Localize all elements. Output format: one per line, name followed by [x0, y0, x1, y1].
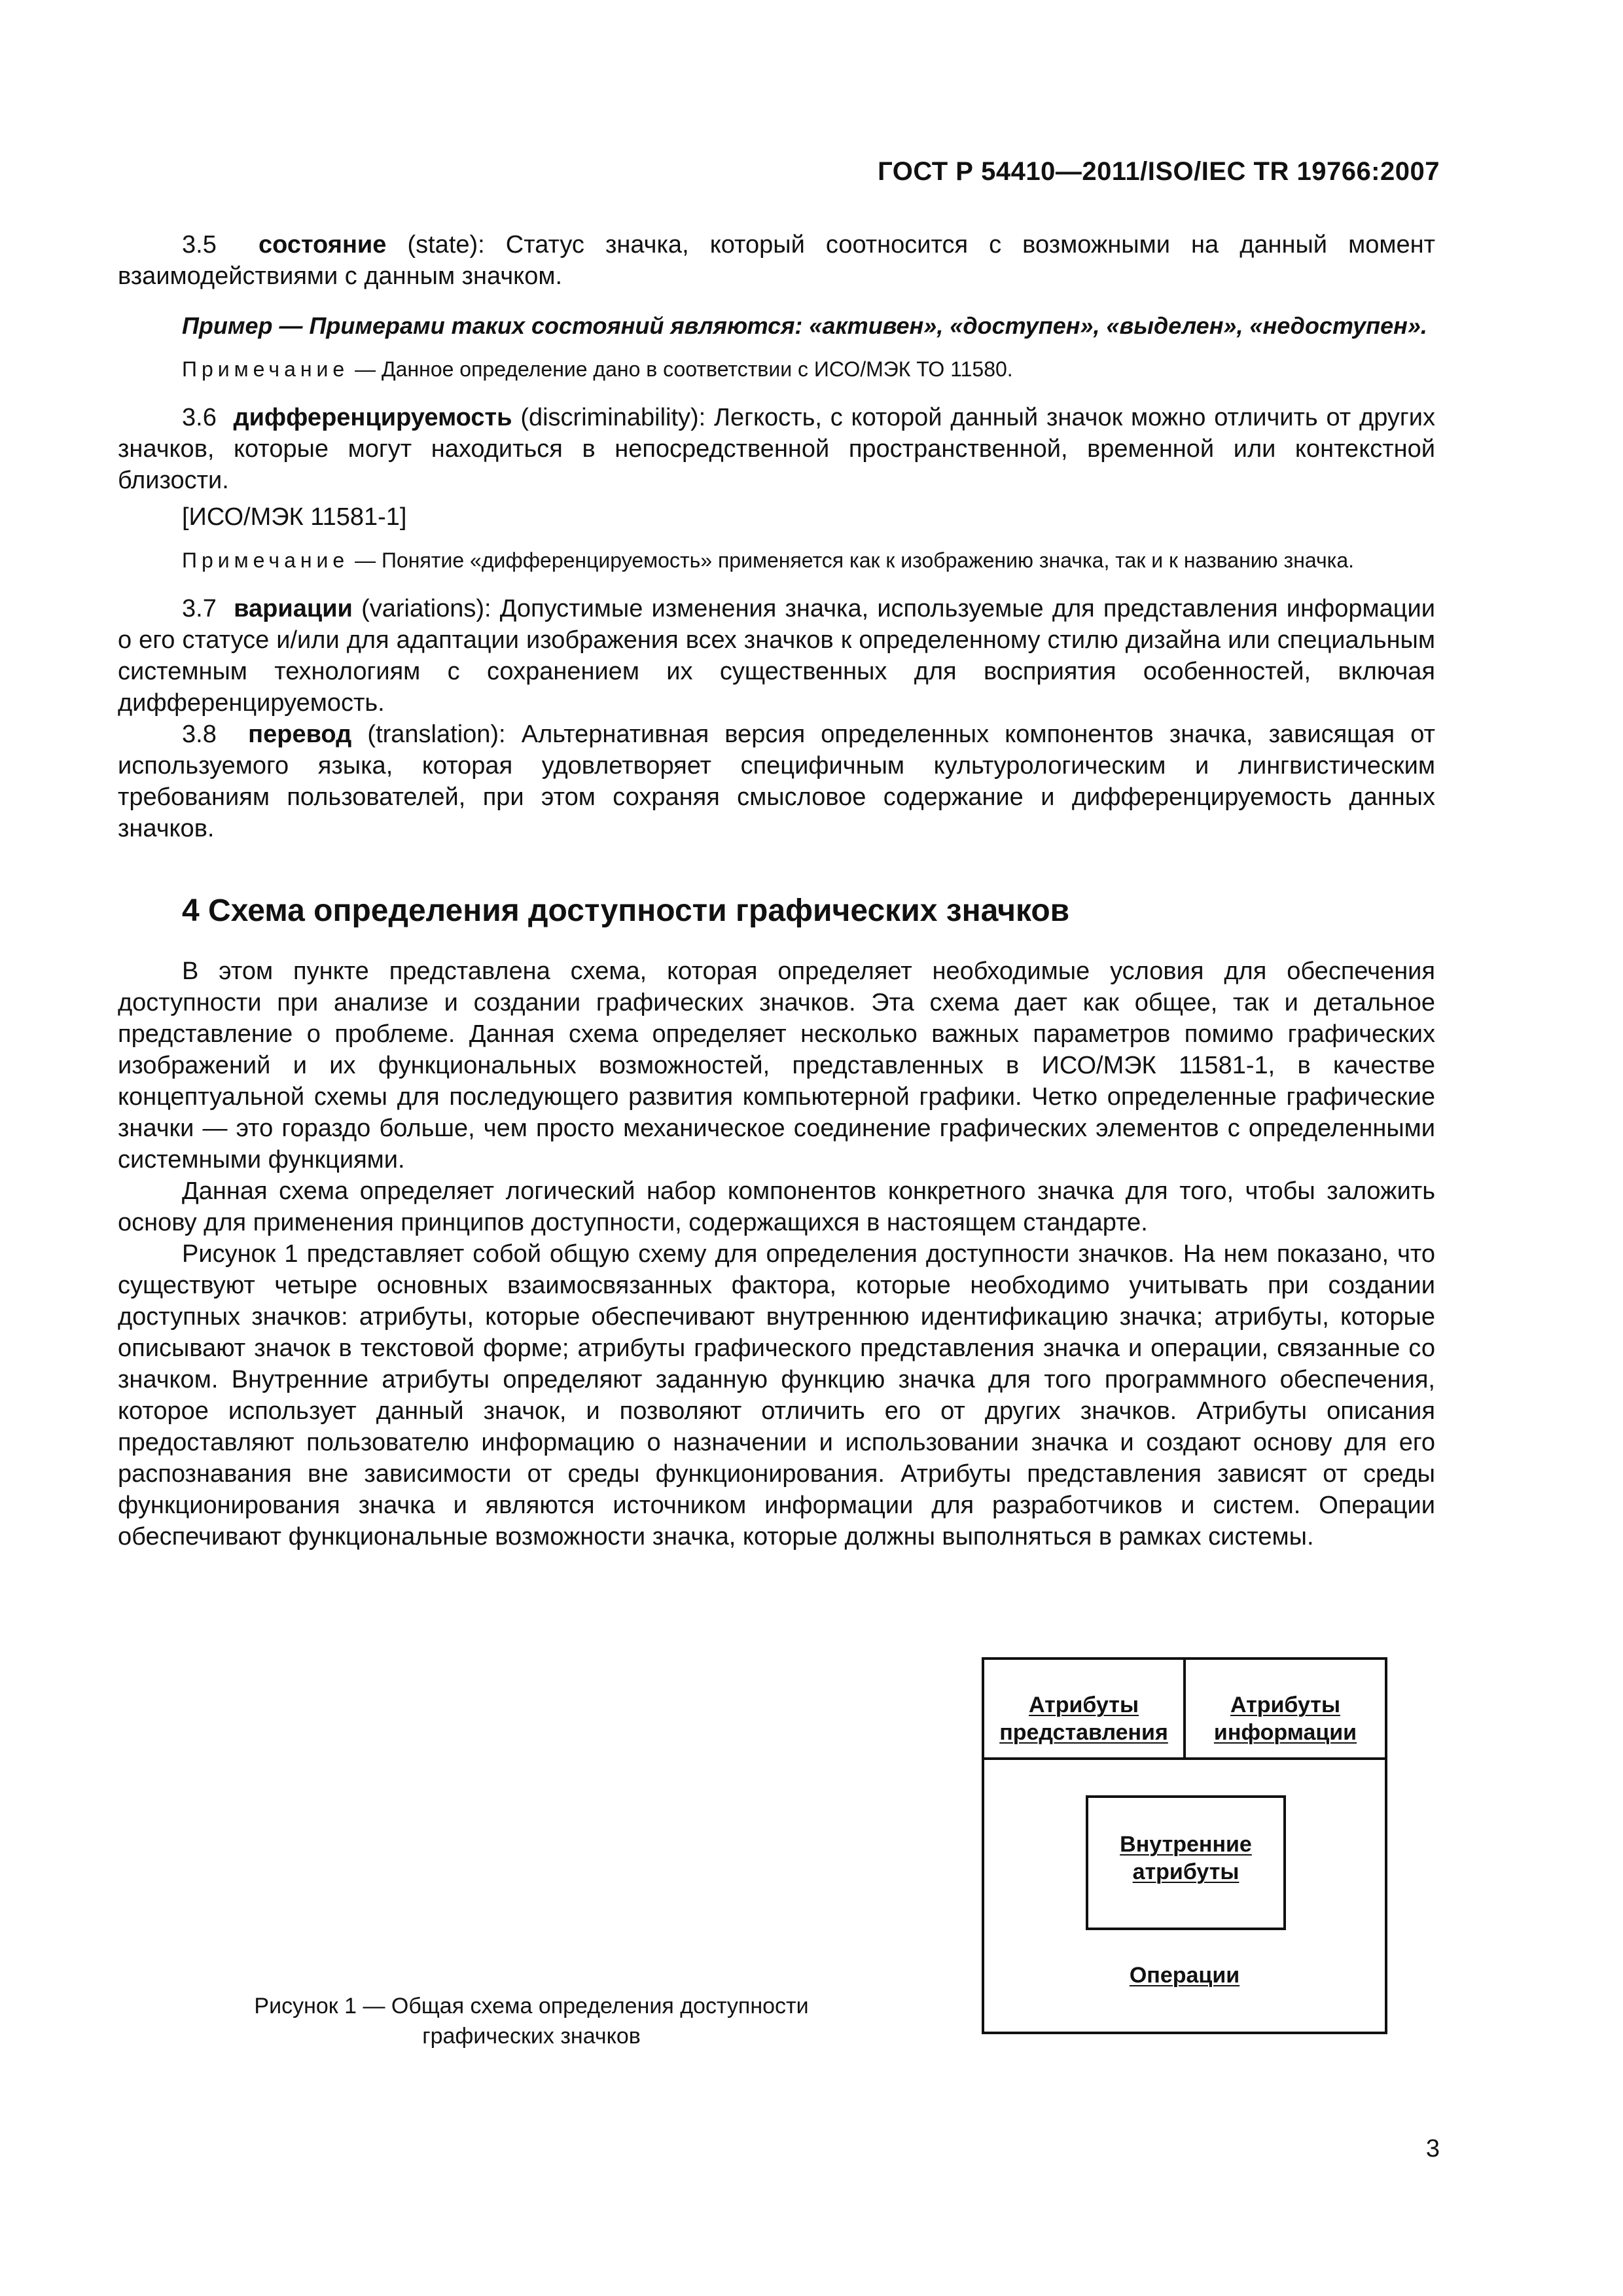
term: дифференцируемость — [233, 404, 512, 431]
label-line: Операции — [1129, 1963, 1240, 1988]
definition-text: (variations): Допустимые изменения значка, используемые для представления информации о его статусе и/или для адаптации изображения всех значков к определенному стилю дизайна или специальным системным технологиям с сохранением их существенных для восприятия особенностей, включая дифференцируемость. — [118, 595, 1435, 717]
label-line: атрибуты — [1132, 1859, 1240, 1884]
reference-3-6: [ИСО/МЭК 11581-1] — [182, 503, 407, 531]
divider-horizontal — [984, 1757, 1385, 1760]
definition-text: (state): Статус значка, который соотносится с возможными на данный момент взаимодействиями с данным значком. — [118, 231, 1436, 290]
caption-line: Рисунок 1 — Общая схема определения доступности — [254, 1994, 809, 2018]
clause-number: 3.6 — [182, 404, 217, 431]
operations-label — [984, 1962, 1385, 1989]
note-label: Примечание — [182, 357, 349, 381]
term: вариации — [234, 595, 353, 622]
term: состояние — [258, 231, 387, 259]
note-3-5 — [118, 355, 1435, 384]
definition-3-7 — [118, 593, 1435, 719]
note-text: — Понятие «дифференцируемость» применяется как к изображению значка, так и к названию значка. — [355, 548, 1355, 572]
label-line: Атрибуты — [1029, 1693, 1139, 1717]
page-number: 3 — [1425, 2135, 1440, 2162]
note-label: Примечание — [182, 548, 349, 572]
section-heading: 4 Схема определения доступности графических значков — [182, 893, 1070, 928]
figure-caption — [211, 1991, 852, 2051]
presentation-attributes-label — [984, 1691, 1183, 1746]
section-paragraph: Рисунок 1 представляет собой общую схему для определения доступности значков. На нем показано, что существуют четыре основных взаимосвязанных фактора, которые необходимо учитывать при создании доступных значков: атрибуты, которые обеспечивают внутреннюю идентификацию значка; атрибуты, которые описывают значок в текстовой форме; атрибуты графического представления значка и операции, связанные со значком. Внутренние атрибуты определяют заданную функцию значка для того программного обеспечения, которое использует данный значок, и позволяют отличить его от других значков. Атрибуты описания предоставляют пользователю информацию о назначении и использовании значка и создают основу для его распознавания вне зависимости от среды функционирования. Атрибуты представления зависят от среды функционирования значка и являются источником информации для разработчиков и систем. Операции обеспечивают функциональные возможности значка, которые должны выполняться в рамках системы. — [118, 1240, 1435, 1551]
information-attributes-label — [1186, 1691, 1385, 1746]
label-line: Внутренние — [1120, 1832, 1252, 1857]
definition-3-8 — [118, 719, 1435, 844]
definition-3-6 — [118, 402, 1435, 496]
clause-number: 3.5 — [182, 231, 217, 259]
caption-line: графических значков — [422, 2024, 641, 2049]
label-line: информации — [1213, 1720, 1357, 1745]
definition-text: (translation): Альтернативная версия определенных компонентов значка, зависящая от используемого языка, которая удовлетворяет специфичным культурологическим и лингвистическим требованиям пользователей, при этом сохраняя смысловое содержание и дифференцируемость данных значков. — [118, 721, 1435, 842]
definition-text: (discriminability): Легкость, с которой данный значок можно отличить от других значков, которые могут находиться в непосредственной пространственной, временной или контекстной близости. — [118, 404, 1435, 494]
body-text — [118, 229, 1435, 1552]
note-3-6 — [118, 546, 1435, 575]
clause-number: 3.8 — [182, 721, 217, 748]
note-text: — Данное определение дано в соответствии с ИСО/МЭК ТО 11580. — [355, 357, 1013, 381]
section-paragraph: Данная схема определяет логический набор компонентов конкретного значка для того, чтобы заложить основу для применения принципов доступности, содержащихся в настоящем стандарте. — [118, 1177, 1435, 1236]
internal-attributes-label — [1088, 1831, 1283, 1886]
label-line: представления — [999, 1720, 1168, 1745]
section-paragraph: В этом пункте представлена схема, которая определяет необходимые условия для обеспечения доступности при анализе и создании графических значков. Эта схема дает как общее, так и детальное представление о проблеме. Данная схема определяет несколько важных параметров помимо графических изображений и их функциональных возможностей, представленных в ИСО/МЭК 11581-1, в качестве концептуальной схемы для последующего развития компьютерной графики. Четко определенные графические значки — это гораздо больше, чем просто механическое соединение графических элементов с определенными системными функциями. — [118, 958, 1435, 1174]
term: перевод — [248, 721, 352, 748]
clause-number: 3.7 — [182, 595, 217, 622]
definition-3-5 — [118, 229, 1435, 292]
figure-diagram — [982, 1657, 1387, 2034]
internal-attributes-box — [1086, 1795, 1286, 1930]
document-code: ГОСТ Р 54410—2011/ISO/IEC TR 19766:2007 — [878, 157, 1440, 186]
example-3-5: Пример — Примерами таких состояний являются: «активен», «доступен», «выделен», «недоступен». — [182, 312, 1427, 339]
label-line: Атрибуты — [1230, 1693, 1340, 1717]
